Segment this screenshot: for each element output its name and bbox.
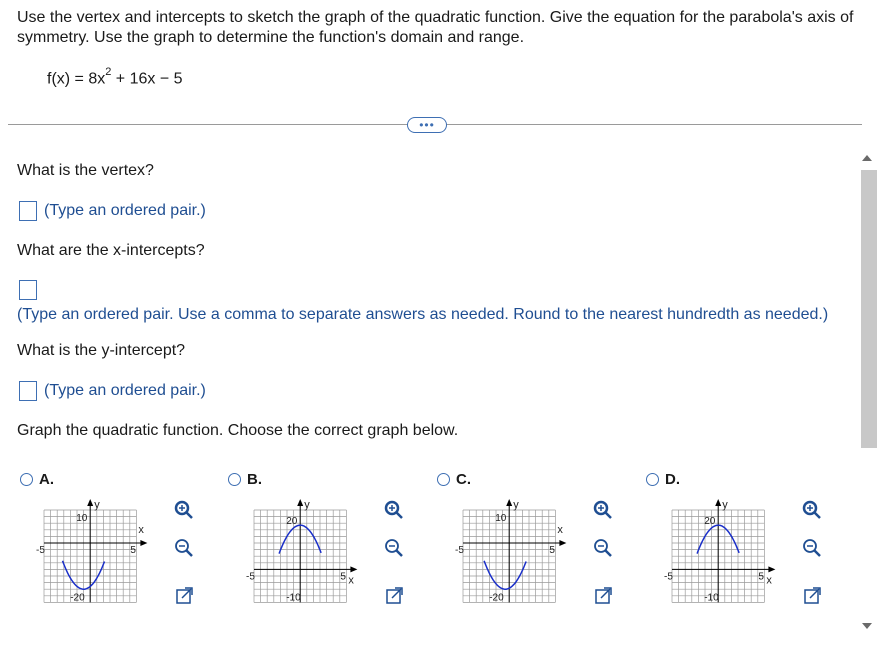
choice-a-zoom-out-icon[interactable] (173, 537, 195, 559)
x-axis-arrow (559, 540, 566, 546)
y-tick-top: 10 (495, 513, 507, 524)
vertex-question: What is the vertex? (17, 162, 154, 179)
choice-a-expand-icon[interactable] (173, 585, 195, 607)
x-tick-right: 5 (340, 571, 346, 583)
choice-b-expand-icon[interactable] (383, 585, 405, 607)
x-tick-left: -5 (455, 545, 464, 556)
problem-instructions: Use the vertex and intercepts to sketch the graph of the quadratic function. Give the equation for the parabola's axis of symmetry. Use the graph to determine the function's domain and range. (17, 9, 854, 46)
choice-a-radio[interactable] (20, 473, 33, 486)
x-axis-arrow (140, 540, 147, 546)
y-axis-label: y (304, 499, 310, 511)
x-axis-arrow (768, 566, 775, 572)
y-axis-label: y (513, 499, 519, 511)
choice-c-zoom-in-icon[interactable] (592, 499, 614, 521)
y-tick-top: 20 (286, 516, 298, 527)
y-axis-label: y (722, 499, 728, 511)
y-tick-bottom: -10 (704, 592, 719, 604)
y-axis-label: y (94, 499, 100, 511)
scrollbar-thumb[interactable] (861, 170, 877, 448)
x-axis-label: x (348, 574, 354, 587)
choice-b-zoom-out-icon[interactable] (383, 537, 405, 559)
x-axis-label: x (557, 524, 563, 536)
expand-more-button[interactable]: ••• (407, 117, 447, 133)
choice-b[interactable]: B. (228, 471, 262, 488)
y-axis-arrow (297, 499, 303, 506)
graph-question: Graph the quadratic function. Choose the correct graph below. (17, 422, 459, 439)
choice-d-zoom-out-icon[interactable] (801, 537, 823, 559)
x-axis-label: x (766, 574, 772, 587)
y-tick-bottom: -10 (286, 592, 301, 604)
choice-c[interactable]: C. (437, 471, 471, 488)
x-tick-right: 5 (758, 571, 764, 583)
choice-c-graph (453, 496, 583, 611)
choice-d-zoom-in-icon[interactable] (801, 499, 823, 521)
x-tick-left: -5 (36, 545, 45, 556)
x-tick-right: 5 (130, 545, 136, 556)
x-axis-label: x (138, 524, 144, 536)
vertex-answer-input[interactable] (19, 201, 37, 221)
function-expression: $f(x) = 8x^2 + 16x - 5$ (47, 66, 183, 88)
x-tick-left: -5 (246, 571, 255, 583)
choice-b-zoom-in-icon[interactable] (383, 499, 405, 521)
vertex-hint: (Type an ordered pair.) (44, 202, 206, 219)
y-axis-arrow (506, 499, 512, 506)
choice-c-zoom-out-icon[interactable] (592, 537, 614, 559)
y-tick-top: 20 (704, 516, 716, 527)
scroll-down-icon[interactable] (862, 623, 872, 629)
choice-a[interactable]: A. (20, 471, 54, 488)
xint-question: What are the x-intercepts? (17, 242, 205, 259)
choice-d-expand-icon[interactable] (801, 585, 823, 607)
yint-question: What is the y-intercept? (17, 342, 186, 359)
y-axis-arrow (715, 499, 721, 506)
y-tick-top: 10 (76, 513, 88, 524)
choice-d[interactable]: D. (646, 471, 680, 488)
choice-a-graph (34, 496, 164, 611)
choice-d-radio[interactable] (646, 473, 659, 486)
y-axis-arrow (87, 499, 93, 506)
choice-a-zoom-in-icon[interactable] (173, 499, 195, 521)
xint-hint: (Type an ordered pair. Use a comma to separate answers as needed. Round to the nearest hundredth as needed.) (17, 306, 829, 323)
choice-b-radio[interactable] (228, 473, 241, 486)
yint-hint: (Type an ordered pair.) (44, 382, 206, 399)
parabola-curve (484, 561, 526, 589)
x-tick-left: -5 (664, 571, 673, 583)
x-axis-arrow (350, 566, 357, 572)
choice-c-expand-icon[interactable] (592, 585, 614, 607)
xint-answer-input[interactable] (19, 280, 37, 300)
y-tick-bottom: -20 (489, 592, 504, 604)
scroll-up-icon[interactable] (862, 155, 872, 161)
choice-c-radio[interactable] (437, 473, 450, 486)
choice-b-graph (244, 496, 374, 611)
x-tick-right: 5 (549, 545, 555, 556)
choice-d-graph (662, 496, 792, 611)
y-tick-bottom: -20 (70, 592, 85, 604)
yint-answer-input[interactable] (19, 381, 37, 401)
